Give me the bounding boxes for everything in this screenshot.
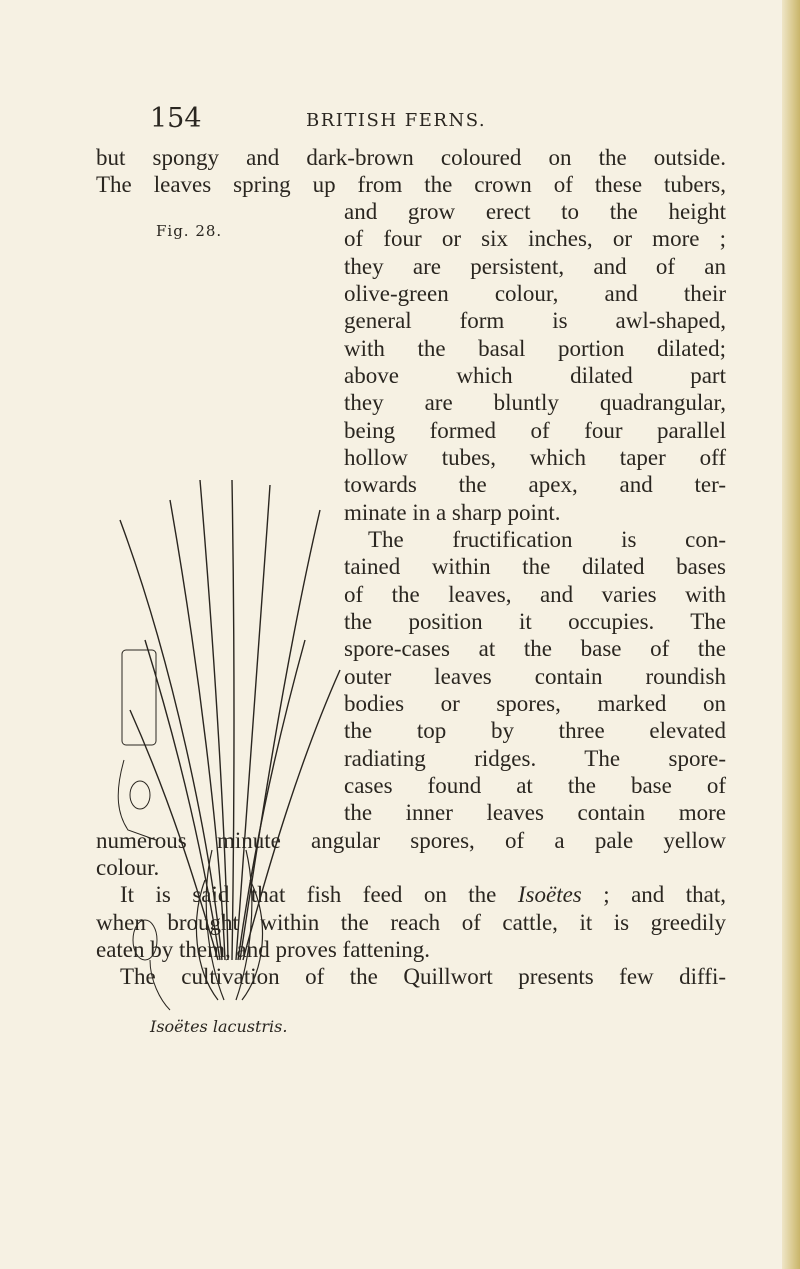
text-line: with the basal portion dilated; bbox=[344, 336, 726, 361]
text-line: spore-cases at the base of the bbox=[344, 636, 726, 661]
leaf-blades bbox=[120, 480, 340, 960]
text-line: olive-green colour, and their bbox=[344, 281, 726, 306]
text-line: the position it occupies. The bbox=[344, 609, 726, 634]
text-line: towards the apex, and ter- bbox=[344, 472, 726, 497]
text-line: above which dilated part bbox=[344, 363, 726, 388]
text-line: The cultivation of the Quillwort presents few diffi- bbox=[120, 964, 726, 989]
text-line: being formed of four parallel bbox=[344, 418, 726, 443]
sporangium-details bbox=[118, 650, 170, 1010]
text-line: bodies or spores, marked on bbox=[344, 691, 726, 716]
text-line: they are bluntly quadrangular, bbox=[344, 390, 726, 415]
text-line: cases found at the base of bbox=[344, 773, 726, 798]
text-line: eaten by them, and proves fattening. bbox=[96, 937, 431, 962]
text-line: The leaves spring up from the crown of these tubers, bbox=[96, 172, 726, 197]
genus-name: Isoëtes bbox=[517, 882, 582, 907]
page-edge bbox=[782, 0, 800, 1269]
text-line: general form is awl-shaped, bbox=[344, 308, 726, 333]
text-line: It is said that fish feed on the Isoëtes ; and that, bbox=[120, 882, 726, 907]
text-line: of four or six inches, or more ; bbox=[344, 226, 726, 251]
text-line: they are persistent, and of an bbox=[344, 254, 726, 279]
text-line: radiating ridges. The spore- bbox=[344, 746, 726, 771]
text-line: numerous minute angular spores, of a pale yellow bbox=[96, 828, 726, 853]
text-line: outer leaves contain roundish bbox=[344, 664, 726, 689]
text-line: The fructification is con- bbox=[368, 527, 726, 552]
figure-caption: Isoëtes lacustris. bbox=[150, 1017, 288, 1036]
text-line: minate in a sharp point. bbox=[344, 500, 561, 525]
text-line: when brought within the reach of cattle, it is greedily bbox=[96, 910, 726, 935]
text-line: of the leaves, and varies with bbox=[344, 582, 726, 607]
text-line: colour. bbox=[96, 855, 160, 880]
running-head: BRITISH FERNS. bbox=[306, 110, 487, 131]
text-line: hollow tubes, which taper off bbox=[344, 445, 726, 470]
text-line: tained within the dilated bases bbox=[344, 554, 726, 579]
text-line: and grow erect to the height bbox=[344, 199, 726, 224]
text-line: the inner leaves contain more bbox=[344, 800, 726, 825]
isoetes-illustration bbox=[100, 240, 345, 1025]
figure-label: Fig. 28. bbox=[156, 222, 223, 240]
text-line: but spongy and dark-brown coloured on the outside. bbox=[96, 145, 726, 170]
text-line: the top by three elevated bbox=[344, 718, 726, 743]
page-header bbox=[0, 103, 800, 143]
page-number: 154 bbox=[150, 103, 202, 134]
